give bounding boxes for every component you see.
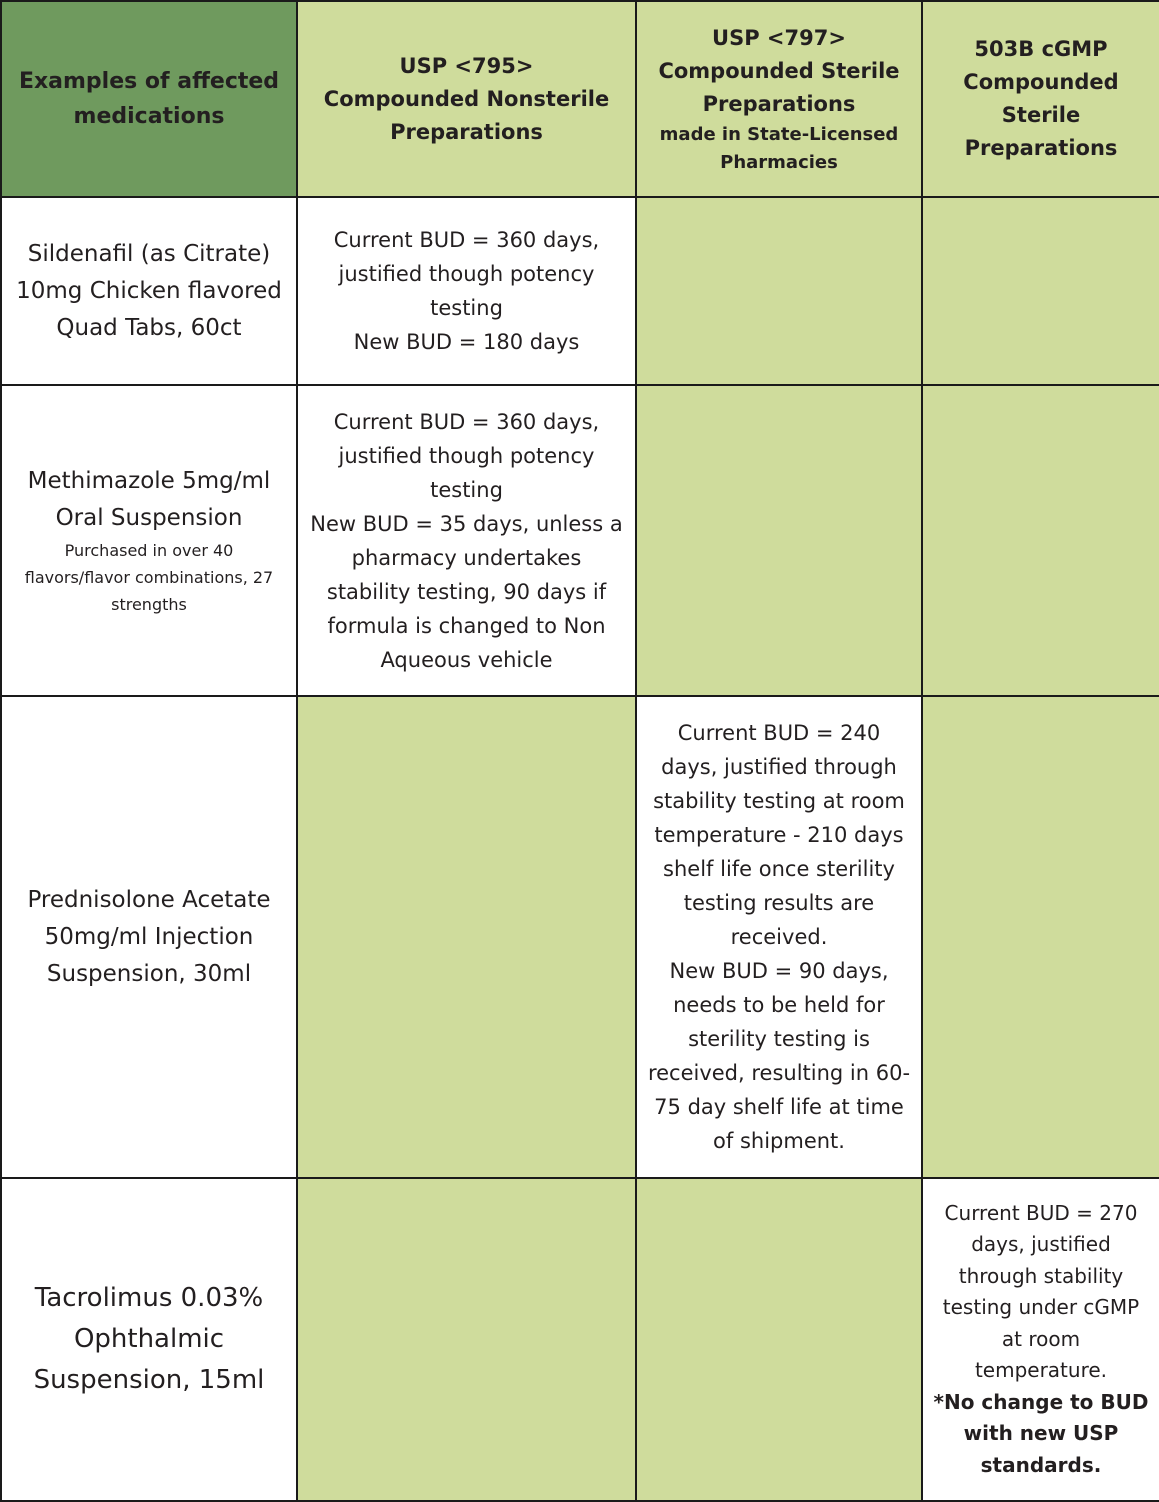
header-usp-795 <box>297 1 636 197</box>
current-bud: Current BUD = 240 days, justified through stability testing at room temperature - 210 days shelf life once sterility testing results are received. <box>653 721 905 949</box>
current-bud: Current BUD = 270 days, justified through stability testing under cGMP at room temperature. <box>942 1200 1140 1383</box>
header-medications: Examples of affected medications <box>1 1 297 197</box>
empty-cell <box>297 696 636 1178</box>
header-usp-797-title: Compounded Sterile Preparations <box>658 58 900 116</box>
empty-cell <box>636 1178 922 1501</box>
header-503b <box>922 1 1159 197</box>
header-usp-797-code: USP <797> <box>712 25 846 50</box>
medication-cell: Prednisolone Acetate 50mg/ml Injection Suspension, 30ml <box>1 696 297 1178</box>
usp-797-cell <box>636 696 922 1178</box>
medication-cell: Tacrolimus 0.03% Ophthalmic Suspension, 15ml <box>1 1178 297 1501</box>
empty-cell <box>636 197 922 385</box>
no-change-note: *No change to BUD with new USP standards. <box>933 1389 1149 1477</box>
503b-cell <box>922 1178 1159 1501</box>
new-bud: New BUD = 180 days <box>353 330 580 354</box>
medication-name: Methimazole 5mg/ml Oral Suspension <box>27 468 271 531</box>
empty-cell <box>636 385 922 696</box>
header-usp-795-code: USP <795> <box>399 53 534 78</box>
empty-cell <box>922 385 1159 696</box>
empty-cell <box>297 1178 636 1501</box>
current-bud: Current BUD = 360 days, justified though potency testing <box>333 409 600 502</box>
header-usp-797 <box>636 1 922 197</box>
table-row <box>1 197 1159 385</box>
header-usp-797-subtitle: made in State-Licensed Pharmacies <box>659 123 899 173</box>
table-row <box>1 385 1159 696</box>
current-bud: Current BUD = 360 days, justified though potency testing <box>333 228 600 320</box>
table-row <box>1 696 1159 1178</box>
medication-cell <box>1 385 297 696</box>
table-row <box>1 1178 1159 1501</box>
usp-795-cell <box>297 385 636 696</box>
medication-cell: Sildenafil (as Citrate) 10mg Chicken flavored Quad Tabs, 60ct <box>1 197 297 385</box>
empty-cell <box>922 197 1159 385</box>
header-row <box>1 1 1159 197</box>
medication-note: Purchased in over 40 flavors/flavor combinations, 27 strengths <box>24 541 274 614</box>
empty-cell <box>922 696 1159 1178</box>
header-usp-795-title: Compounded Nonsterile Preparations <box>323 86 610 144</box>
new-bud: New BUD = 35 days, unless a pharmacy undertakes stability testing, 90 days if formula is changed to Non Aqueous vehicle <box>310 511 623 672</box>
header-503b-title: Compounded Sterile Preparations <box>963 70 1119 160</box>
usp-795-cell <box>297 197 636 385</box>
new-bud: New BUD = 90 days, needs to be held for sterility testing is received, resulting in 60-75 day shelf life at time of shipment. <box>647 959 911 1153</box>
header-503b-code: 503B cGMP <box>974 37 1108 61</box>
